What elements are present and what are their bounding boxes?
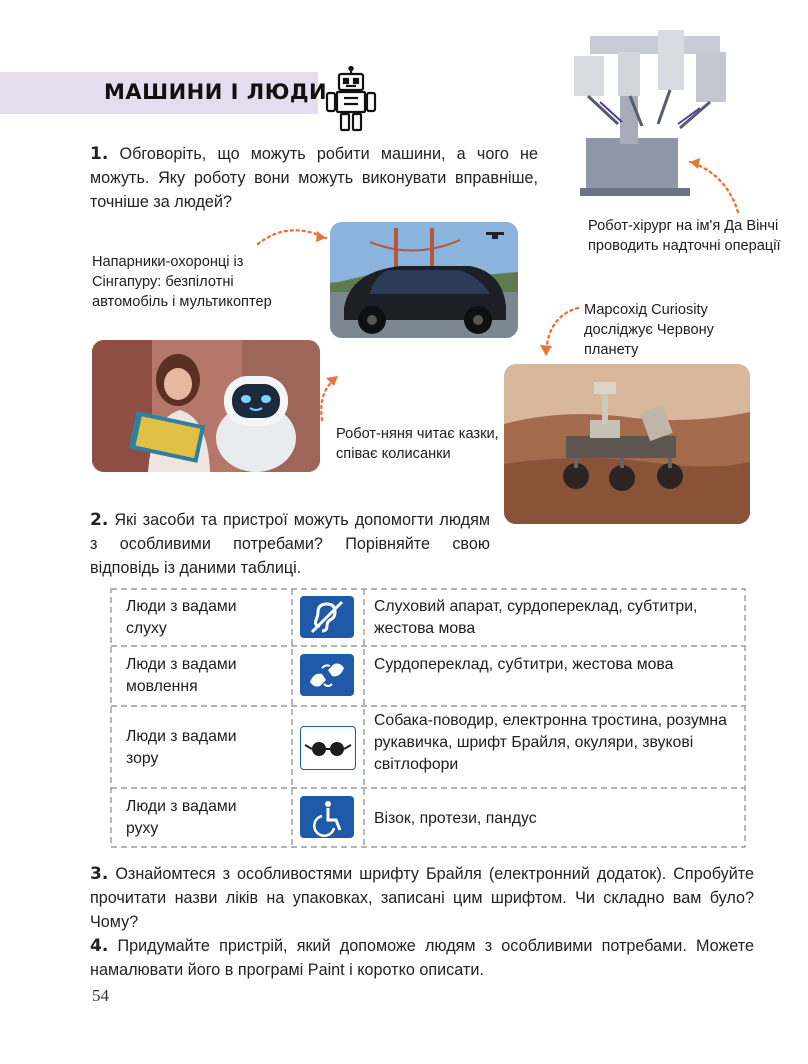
table-cell-group: Люди з вадами руху <box>126 798 237 837</box>
question-3 <box>90 862 754 934</box>
mars-rover-image <box>504 364 750 524</box>
page-title: МАШИНИ І ЛЮДИ <box>104 80 328 104</box>
table-cell-aids: Собака-поводир, електронна тростина, розумна рукавичка, шрифт Брайля, окуляри, звукові світлофори <box>374 712 727 773</box>
caption-security-guards: Напарники-охоронці із Сінгапуру: безпілотні автомобіль і мультикоптер <box>92 254 272 310</box>
hearing-impaired-icon <box>300 596 354 638</box>
table-row <box>110 706 746 788</box>
question-4-text: Придумайте пристрій, який допоможе людям з особливими потребами. Можете намалювати його в програмі Paint і коротко описати. <box>90 937 754 979</box>
table-row <box>110 588 746 646</box>
page-number: 54 <box>92 986 109 1005</box>
security-car-image <box>330 222 518 338</box>
needs-table <box>110 588 746 848</box>
question-2-text: Які засоби та пристрої можуть допомогти людям з особливими потребами? Порівняйте свою відповідь із даними таблиці. <box>90 511 490 577</box>
surgeon-robot-image <box>550 12 750 198</box>
table-cell-aids: Візок, протези, пандус <box>374 810 537 827</box>
wheelchair-icon <box>300 796 354 838</box>
question-2 <box>90 508 490 580</box>
table-row <box>110 646 746 706</box>
question-4 <box>90 934 754 982</box>
caption-curiosity-rover: Марсохід Curiosity досліджує Червону планету <box>584 302 714 358</box>
question-3-number: 3. <box>90 864 109 884</box>
table-cell-group: Люди з вадами зору <box>126 728 237 767</box>
question-1-text: Обговоріть, що можуть робити машини, а чого не можуть. Яку роботу вони можуть виконувати вправніше, точніше за людей? <box>90 145 539 211</box>
question-4-number: 4. <box>90 936 109 956</box>
table-cell-group: Люди з вадами мовлення <box>126 656 237 695</box>
table-cell-aids: Сурдопереклад, субтитри, жестова мова <box>374 656 674 673</box>
caption-nanny-robot: Робот-няня читає казки, співає колисанки <box>336 426 499 462</box>
question-1 <box>90 142 538 214</box>
question-1-number: 1. <box>90 144 109 164</box>
blind-glasses-icon <box>300 726 356 770</box>
sign-language-icon <box>300 654 354 696</box>
caption-surgeon-robot: Робот-хірург на ім'я Да Вінчі проводить надточні операції <box>588 218 781 254</box>
nanny-robot-image <box>92 340 320 472</box>
question-3-text: Ознайомтеся з особливостями шрифту Брайля (електронний додаток). Спробуйте прочитати назви ліків на упаковках, записані цим шрифтом. Чи складно вам було? Чому? <box>90 865 754 931</box>
table-cell-aids: Слуховий апарат, сурдопереклад, субтитри, жестова мова <box>374 598 698 637</box>
table-row <box>110 788 746 848</box>
robot-icon <box>324 66 378 132</box>
table-cell-group: Люди з вадами слуху <box>126 598 237 637</box>
question-2-number: 2. <box>90 510 109 530</box>
